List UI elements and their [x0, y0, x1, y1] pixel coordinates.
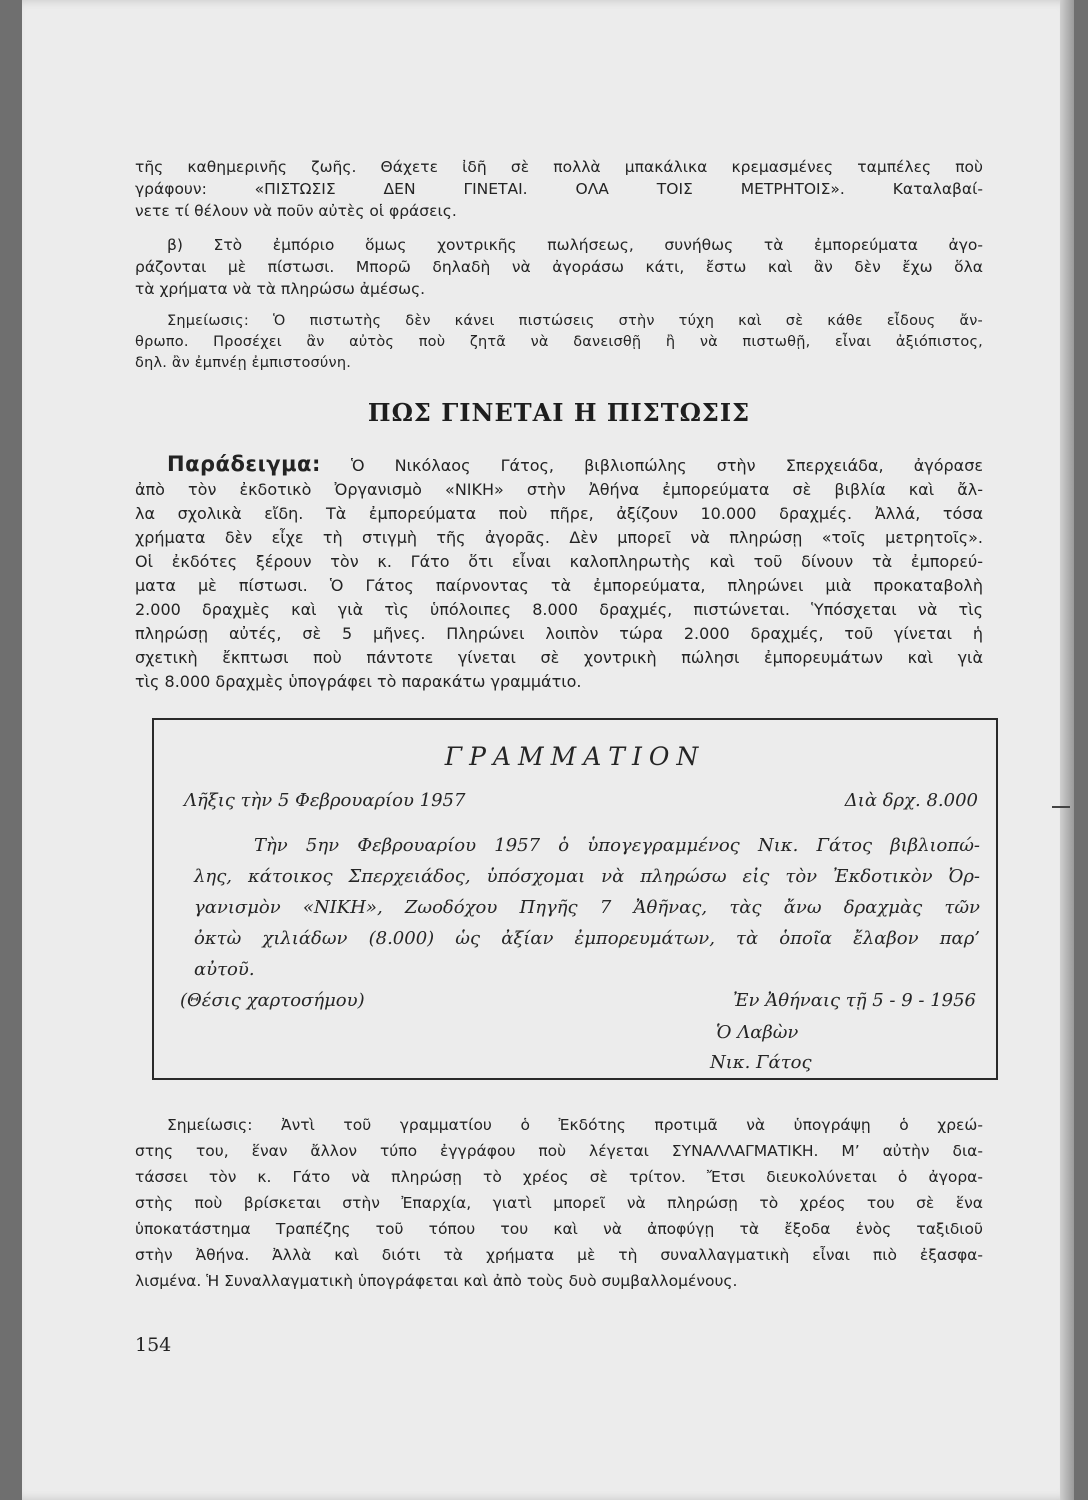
- text-line: λα σχολικὰ εἴδη. Τὰ ἐμπορεύματα ποὺ πῆρε, ἀξίζουν 10.000 δραχμές. Ἀλλά, τόσα: [135, 504, 983, 523]
- text-line: δηλ. ἂν ἐμπνέῃ ἐμπιστοσύνη.: [135, 355, 352, 371]
- margin-mark: [1052, 806, 1070, 808]
- promissory-note-title: ΓΡΑΜΜΑΤΙΟΝ: [444, 742, 706, 771]
- beta-paragraph: [135, 234, 983, 300]
- text-line: [135, 452, 983, 478]
- text-line: στὴς ποὺ βρίσκεται στὴν Ἐπαρχία, γιατὶ μπορεῖ νὰ πληρώσῃ τὸ χρέος του σὲ ἕνα: [135, 1194, 983, 1212]
- text-line: β) Στὸ ἐμπόριο ὅμως χοντρικῆς πωλήσεως, συνήθως τὰ ἐμπορεύματα ἀγο-: [167, 236, 983, 254]
- page-number: 154: [135, 1334, 172, 1356]
- text-line: Σημείωσις: Ὁ πιστωτὴς δὲν κάνει πιστώσεις στὴν τύχη καὶ σὲ κάθε εἶδους ἄν-: [167, 313, 983, 329]
- text-line: λης, κάτοικος Σπερχειάδος, ὑπόσχομαι νὰ πληρώσω εἰς τὸν Ἐκδοτικὸν Ὀρ-: [194, 866, 980, 887]
- text-line: ὀκτὼ χιλιάδων (8.000) ὡς ἀξίαν ἐμπορευμάτων, τὰ ὁποῖα ἔλαβον παρ’: [194, 928, 980, 949]
- text-line: τὶς 8.000 δραχμὲς ὑπογράφει τὸ παρακάτω γραμμάτιο.: [135, 672, 582, 691]
- text-line: 2.000 δραχμὲς καὶ γιὰ τὶς ὑπόλοιπες 8.000 δραχμές, πιστώνεται. Ὑπόσχεται νὰ τὶς: [135, 600, 983, 619]
- footnote-paragraph: [135, 1112, 983, 1294]
- text-line: νετε τί θέλουν νὰ ποῦν αὐτὲς οἱ φράσεις.: [135, 202, 457, 220]
- text-line: τάσσει τὸν κ. Γάτο νὰ πληρώσῃ τὸ χρέος σὲ τρίτον. Ἔτσι διευκολύνεται ὁ ἀγορα-: [135, 1168, 983, 1186]
- text-line-rest: Ὁ Νικόλαος Γάτος, βιβλιοπώλης στὴν Σπερχειάδα, ἀγόρασε: [320, 456, 983, 475]
- intro-paragraph: [135, 156, 983, 222]
- promissory-note-body: [194, 830, 980, 985]
- example-label: Παράδειγμα:: [167, 452, 321, 476]
- text-line: αὐτοῦ.: [194, 959, 255, 980]
- page-gutter-shadow: [1060, 0, 1074, 1500]
- text-line: Τὴν 5ην Φεβρουαρίου 1957 ὁ ὑπογεγραμμένος Νικ. Γάτος βιβλιοπώ-: [254, 835, 980, 856]
- text-line: Σημείωσις: Ἀντὶ τοῦ γραμματίου ὁ Ἐκδότης προτιμᾶ νὰ ὑπογράψῃ ὁ χρεώ-: [167, 1116, 983, 1134]
- section-heading: ΠΩΣ ΓΙΝΕΤΑΙ Η ΠΙΣΤΩΣΙΣ: [367, 398, 751, 427]
- text-line: στὴν Ἀθήνα. Ἀλλὰ καὶ διότι τὰ χρήματα μὲ τὴ συναλλαγματικὴ εἶναι πιὸ ἐξασφα-: [135, 1246, 983, 1264]
- text-line: ὑποκατάστημα Τραπέζης τοῦ τόπου του καὶ νὰ ἀποφύγῃ τὰ ἔξοδα ἑνὸς ταξιδιοῦ: [135, 1220, 983, 1238]
- signature: Νικ. Γάτος: [710, 1052, 812, 1073]
- text-line: ματα μὲ πίστωσι. Ὁ Γάτος παίρνοντας τὰ ἐμπορεύματα, πληρώνει μιὰ προκαταβολὴ: [135, 576, 983, 595]
- example-paragraph: [135, 452, 983, 694]
- promissory-note-box: [152, 718, 998, 1080]
- text-line: ράζονται μὲ πίστωσι. Μπορῶ δηλαδὴ νὰ ἀγοράσω κάτι, ἔστω καὶ ἂν δὲν ἔχω ὅλα: [135, 258, 983, 276]
- text-line: θρωπο. Προσέχει ἂν αὐτὸς ποὺ ζητᾶ νὰ δανεισθῇ ἢ νὰ πιστωθῇ, εἶναι ἀξιόπιστος,: [135, 334, 983, 350]
- stamp-place: (Θέσις χαρτοσήμου): [180, 990, 365, 1011]
- text-line: πληρώσῃ αὐτές, σὲ 5 μῆνες. Πληρώνει λοιπὸν τώρα 2.000 δραχμές, τοῦ γίνεται ἡ: [135, 624, 983, 643]
- text-line: χρήματα δὲν εἶχε τὴ στιγμὴ τῆς ἀγορᾶς. Δὲν μπορεῖ νὰ πληρώσῃ «τοῖς μετρητοῖς».: [135, 528, 983, 547]
- text-line: γανισμὸν «ΝΙΚΗ», Ζωοδόχου Πηγῆς 7 Ἀθῆνας, τὰς ἄνω δραχμὰς τῶν: [194, 897, 980, 918]
- book-page: [22, 0, 1074, 1500]
- note-paragraph: [135, 311, 983, 374]
- text-line: στης του, ἕναν ἄλλον τύπο ἐγγράφου ποὺ λέγεται ΣΥΝΑΛΛΑΓΜΑΤΙΚΗ. Μ’ αὐτὴν δια-: [135, 1142, 983, 1160]
- text-line: τὰ χρήματα νὰ τὰ πληρώσω ἀμέσως.: [135, 280, 426, 298]
- due-date: Λῆξις τὴν 5 Φεβρουαρίου 1957: [184, 790, 466, 811]
- receiver-label: Ὁ Λαβὼν: [716, 1022, 799, 1043]
- place-date: Ἐν Ἀθήναις τῇ 5 - 9 - 1956: [733, 990, 976, 1011]
- text-line: γράφουν: «ΠΙΣΤΩΣΙΣ ΔΕΝ ΓΙΝΕΤΑΙ. ΟΛΑ ΤΟΙΣ ΜΕΤΡΗΤΟΙΣ». Καταλαβαί-: [135, 180, 983, 198]
- text-line: ἀπὸ τὸν ἐκδοτικὸ Ὀργανισμὸ «ΝΙΚΗ» στὴν Ἀθήνα ἐμπορεύματα σὲ βιβλία καὶ ἄλ-: [135, 480, 983, 499]
- text-line: σχετικὴ ἔκπτωσι ποὺ πάντοτε γίνεται σὲ χοντρικὴ πώλησι ἐμπορευμάτων καὶ γιὰ: [135, 648, 983, 667]
- text-line: λισμένα. Ἡ Συναλλαγματικὴ ὑπογράφεται καὶ ἀπὸ τοὺς δυὸ συμβαλλομένους.: [135, 1272, 738, 1290]
- text-line: τῆς καθημερινῆς ζωῆς. Θάχετε ἰδῆ σὲ πολλὰ μπακάλικα κρεμασμένες ταμπέλες ποὺ: [135, 158, 983, 176]
- amount: Διὰ δρχ. 8.000: [844, 790, 978, 811]
- text-line: Οἱ ἐκδότες ξέρουν τὸν κ. Γάτο ὅτι εἶναι καλοπληρωτὴς καὶ τοῦ δίνουν τὰ ἐμπορεύ-: [135, 552, 983, 571]
